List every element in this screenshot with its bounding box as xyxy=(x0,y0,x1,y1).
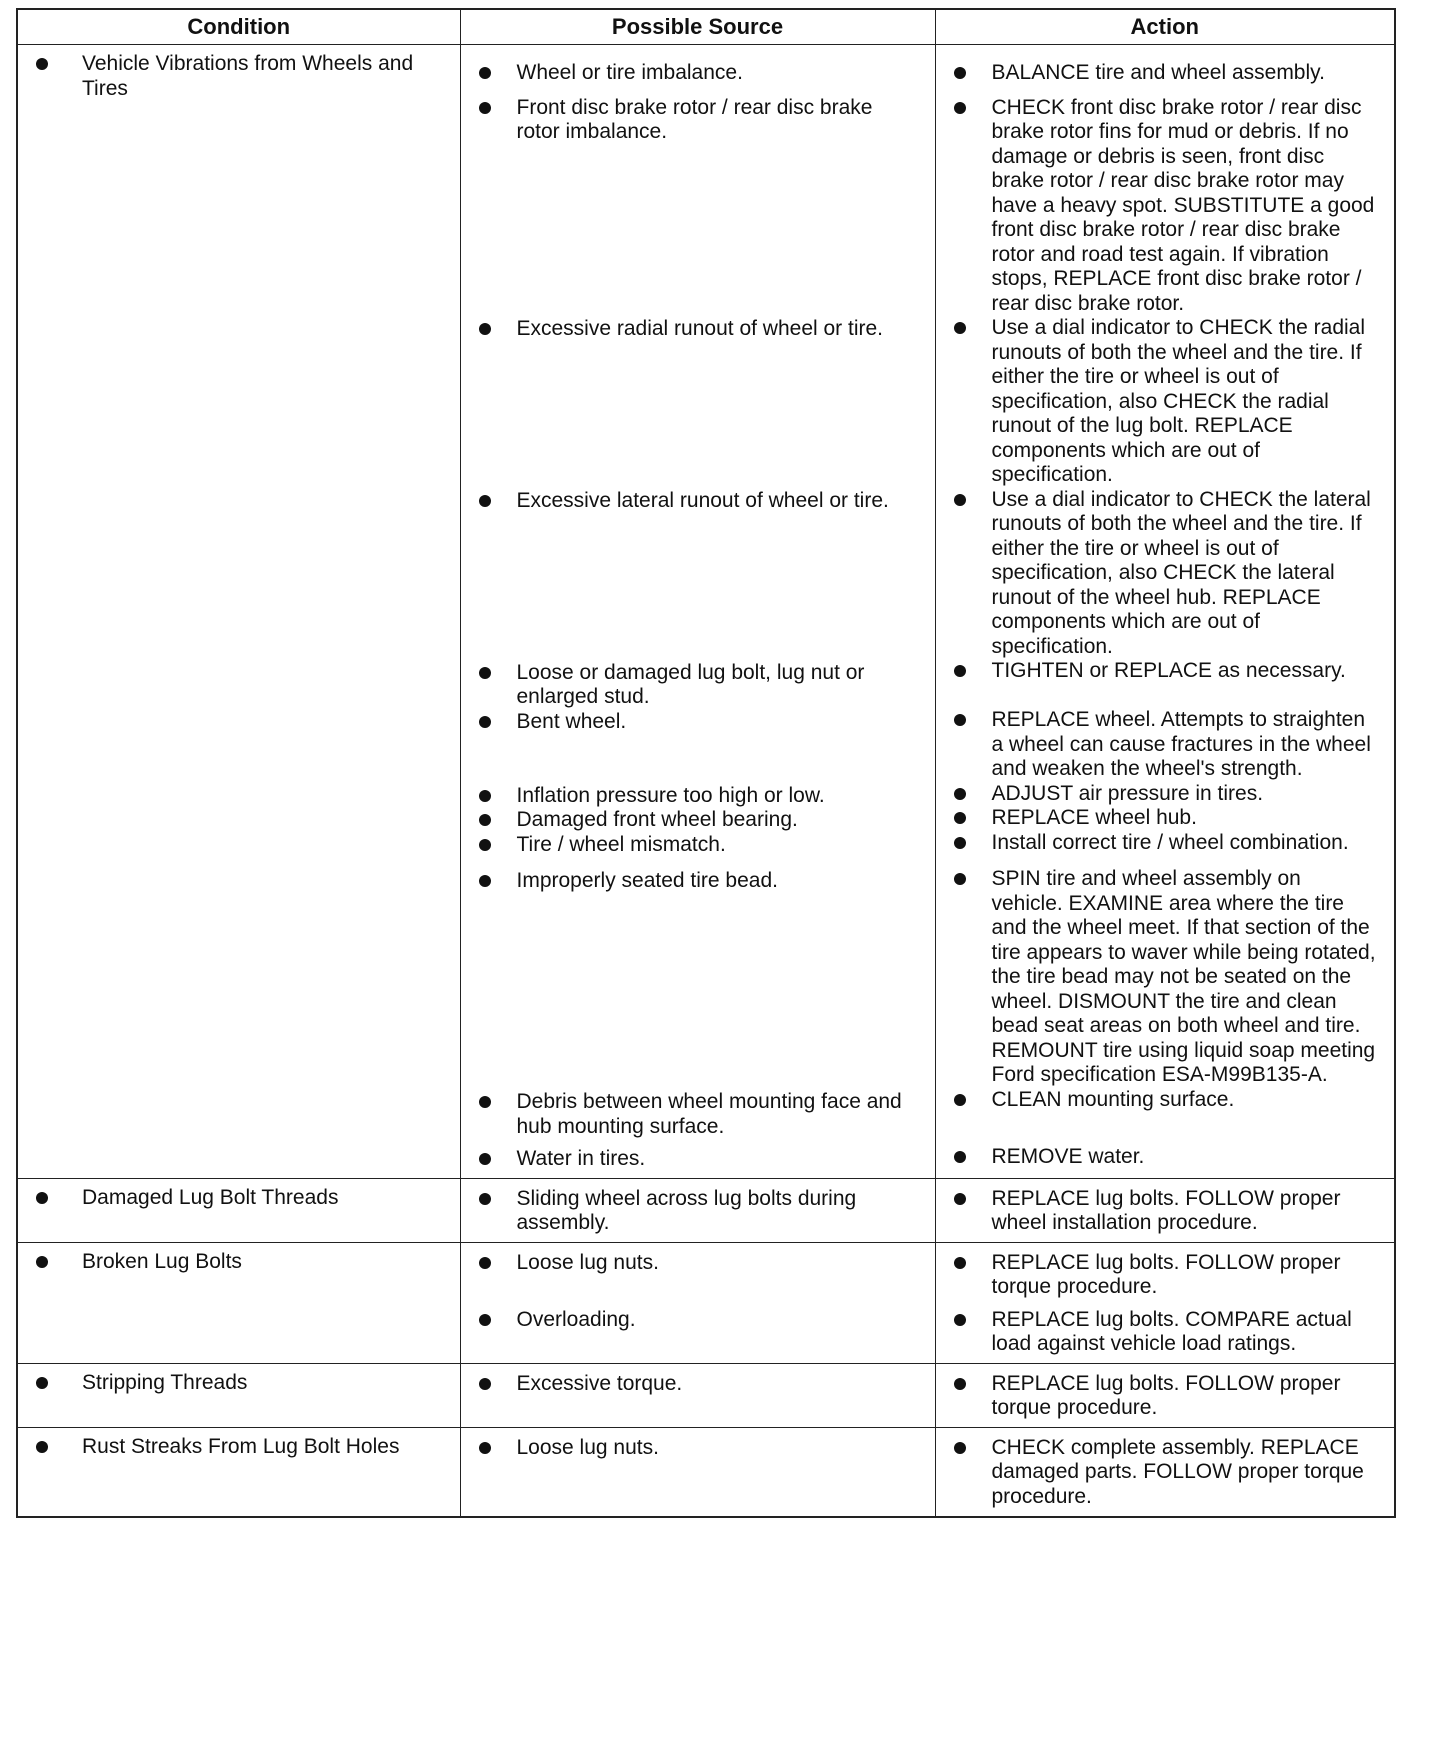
action-item: REPLACE lug bolts. FOLLOW proper torque procedure. xyxy=(952,1251,1377,1300)
action-cell xyxy=(935,1242,1395,1363)
source-item: Loose lug nuts. xyxy=(477,1251,917,1276)
source-item: Excessive lateral runout of wheel or tire. xyxy=(477,489,917,514)
action-cell xyxy=(935,1363,1395,1427)
possible-source-cell xyxy=(460,45,935,1179)
source-item: Inflation pressure too high or low. xyxy=(477,784,917,809)
possible-source-cell xyxy=(460,1363,935,1427)
action-item: REMOVE water. xyxy=(952,1145,1377,1170)
action-item: Use a dial indicator to CHECK the lateral runouts of both the wheel and the tire. If either the tire or wheel is out of specification, also CHECK the lateral runout of the wheel hub. REPLACE components which are out of specification. xyxy=(952,488,1377,660)
action-item: REPLACE wheel hub. xyxy=(952,806,1377,831)
condition-cell xyxy=(17,1178,460,1242)
action-item: Use a dial indicator to CHECK the radial runouts of both the wheel and the tire. If either the tire or wheel is out of specification, also CHECK the radial runout of the lug bolt. REPLACE components which are out of specification. xyxy=(952,316,1377,488)
diagnosis-sheet xyxy=(16,8,1394,1518)
source-item: Overloading. xyxy=(477,1308,917,1333)
condition-text: Stripping Threads xyxy=(34,1371,442,1396)
source-item: Loose or damaged lug bolt, lug nut or enlarged stud. xyxy=(477,661,917,710)
table-row xyxy=(17,45,1395,1179)
action-item: TIGHTEN or REPLACE as necessary. xyxy=(952,659,1377,684)
table-row xyxy=(17,1363,1395,1427)
condition-cell xyxy=(17,1363,460,1427)
possible-source-cell xyxy=(460,1242,935,1363)
table-row xyxy=(17,1427,1395,1517)
action-cell xyxy=(935,1427,1395,1517)
source-item: Excessive radial runout of wheel or tire. xyxy=(477,317,917,342)
action-item: CHECK complete assembly. REPLACE damaged parts. FOLLOW proper torque procedure. xyxy=(952,1436,1377,1510)
action-item: Install correct tire / wheel combination. xyxy=(952,831,1377,856)
action-cell xyxy=(935,1178,1395,1242)
table-body xyxy=(17,45,1395,1517)
header-possible-source: Possible Source xyxy=(460,9,935,45)
source-item: Bent wheel. xyxy=(477,710,917,735)
header-action: Action xyxy=(935,9,1395,45)
source-item: Debris between wheel mounting face and hub mounting surface. xyxy=(477,1090,917,1139)
table-row xyxy=(17,1178,1395,1242)
action-item: CHECK front disc brake rotor / rear disc brake rotor fins for mud or debris. If no damage or debris is seen, front disc brake rotor / rear disc brake rotor may have a heavy spot. SUBSTITUTE a good front disc brake rotor / rear disc brake rotor and road test again. If vibration stops, REPLACE front disc brake rotor / rear disc brake rotor. xyxy=(952,96,1377,317)
action-item: REPLACE lug bolts. FOLLOW proper wheel installation procedure. xyxy=(952,1187,1377,1236)
source-item: Damaged front wheel bearing. xyxy=(477,808,917,833)
condition-text: Rust Streaks From Lug Bolt Holes xyxy=(34,1435,442,1460)
source-item: Sliding wheel across lug bolts during assembly. xyxy=(477,1187,917,1236)
source-item: Excessive torque. xyxy=(477,1372,917,1397)
action-cell xyxy=(935,45,1395,1179)
condition-text: Broken Lug Bolts xyxy=(34,1250,442,1275)
header-row xyxy=(17,9,1395,45)
source-item: Improperly seated tire bead. xyxy=(477,869,917,894)
action-item: SPIN tire and wheel assembly on vehicle. EXAMINE area where the tire and the wheel meet. If that section of the tire appears to waver while being rotated, the tire bead may not be seated on the wheel. DISMOUNT the tire and clean bead seat areas on both wheel and tire. REMOUNT tire using liquid soap meeting Ford specification ESA-M99B135-A. xyxy=(952,867,1377,1088)
condition-cell xyxy=(17,45,460,1179)
condition-text: Vehicle Vibrations from Wheels and Tires xyxy=(34,52,442,101)
condition-cell xyxy=(17,1242,460,1363)
source-item: Tire / wheel mismatch. xyxy=(477,833,917,858)
action-item: BALANCE tire and wheel assembly. xyxy=(952,61,1377,86)
source-item: Loose lug nuts. xyxy=(477,1436,917,1461)
possible-source-cell xyxy=(460,1427,935,1517)
action-item: REPLACE lug bolts. FOLLOW proper torque procedure. xyxy=(952,1372,1377,1421)
action-item: ADJUST air pressure in tires. xyxy=(952,782,1377,807)
header-condition: Condition xyxy=(17,9,460,45)
source-item: Water in tires. xyxy=(477,1147,917,1172)
action-item: CLEAN mounting surface. xyxy=(952,1088,1377,1113)
action-item: REPLACE wheel. Attempts to straighten a wheel can cause fractures in the wheel and weaken the wheel's strength. xyxy=(952,708,1377,782)
table-row xyxy=(17,1242,1395,1363)
condition-text: Damaged Lug Bolt Threads xyxy=(34,1186,442,1211)
source-item: Wheel or tire imbalance. xyxy=(477,61,917,86)
source-item: Front disc brake rotor / rear disc brake rotor imbalance. xyxy=(477,96,917,145)
possible-source-cell xyxy=(460,1178,935,1242)
condition-cell xyxy=(17,1427,460,1517)
action-item: REPLACE lug bolts. COMPARE actual load against vehicle load ratings. xyxy=(952,1308,1377,1357)
diagnosis-table xyxy=(16,8,1396,1518)
